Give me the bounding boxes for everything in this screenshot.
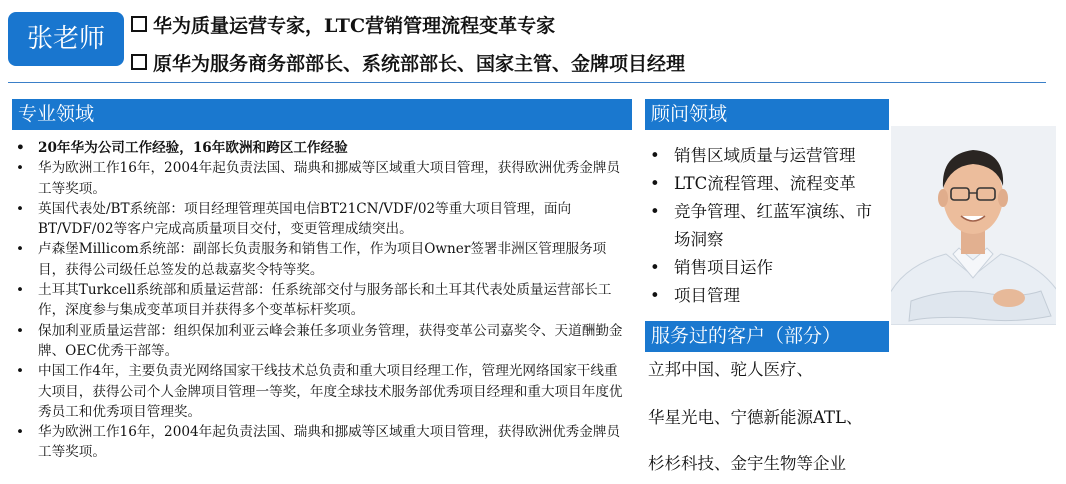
list-item: • 保加利亚质量运营部：组织保加利亚云峰会兼任多项业务管理，获得变革公司嘉奖令、天道酬勤金牌、OEC优秀干部等。	[12, 321, 624, 362]
list-item: • 华为欧洲工作16年，2004年起负责法国、瑞典和挪威等区域重大项目管理，获得欧洲优秀金牌员工等奖项。	[12, 422, 624, 463]
expertise-title-bar: 专业领域	[12, 99, 632, 130]
list-item: • 销售区域质量与运营管理	[646, 142, 886, 170]
client-line: 立邦中国、驼人医疗、	[648, 360, 813, 379]
name-badge: 张老师	[8, 12, 124, 66]
checkbox-square-icon	[131, 16, 147, 32]
headline-text: 原华为服务商务部部长、系统部部长、国家主管、金牌项目经理	[153, 52, 686, 75]
portrait-photo	[891, 126, 1056, 325]
expertise-list	[12, 138, 624, 463]
list-item: • 竞争管理、红蓝军演练、市场洞察	[646, 198, 886, 254]
clients-title-bar: 服务过的客户（部分）	[645, 321, 889, 352]
divider-line	[8, 82, 1046, 83]
person-icon	[891, 126, 1056, 325]
list-item: • 土耳其Turkcell系统部和质量运营部：任系统部交付与服务部长和土耳其代表处质量运营部长工作，深度参与集成变革项目并获得多个变革标杆奖项。	[12, 280, 624, 321]
client-line: 华星光电、宁德新能源ATL、	[648, 408, 863, 427]
headline-text: 华为质量运营专家，LTC营销管理流程变革专家	[153, 14, 556, 37]
consulting-title-bar: 顾问领域	[645, 99, 889, 130]
list-item: • 卢森堡Millicom系统部：副部长负责服务和销售工作，作为项目Owner签署非洲区管理服务项目，获得公司级任总签发的总裁嘉奖令特等奖。	[12, 239, 624, 280]
list-item: • 项目管理	[646, 282, 886, 310]
list-item: • 中国工作4年，主要负责光网络国家干线技术总负责和重大项目经理工作，管理光网络国家干线重大项目，获得公司个人金牌项目管理一等奖，年度全球技术服务部优秀项目经理和重大项目年度优秀员工和优秀项目管理奖。	[12, 361, 624, 422]
headline-2	[131, 47, 685, 77]
checkbox-square-icon	[131, 54, 147, 70]
client-line: 杉杉科技、金宇生物等企业	[648, 454, 846, 473]
list-item: • 20年华为公司工作经验，16年欧洲和跨区工作经验	[12, 138, 624, 158]
consulting-list	[646, 142, 886, 310]
list-item: • 华为欧洲工作16年，2004年起负责法国、瑞典和挪威等区域重大项目管理，获得欧洲优秀金牌员工等奖项。	[12, 158, 624, 199]
list-item: • LTC流程管理、流程变革	[646, 170, 886, 198]
headline-1	[131, 9, 555, 39]
list-item: • 英国代表处/BT系统部：项目经理管理英国电信BT21CN/VDF/02等重大项目管理，面向BT/VDF/02等客户完成高质量项目交付，变更管理成绩突出。	[12, 199, 624, 240]
list-item: • 销售项目运作	[646, 254, 886, 282]
